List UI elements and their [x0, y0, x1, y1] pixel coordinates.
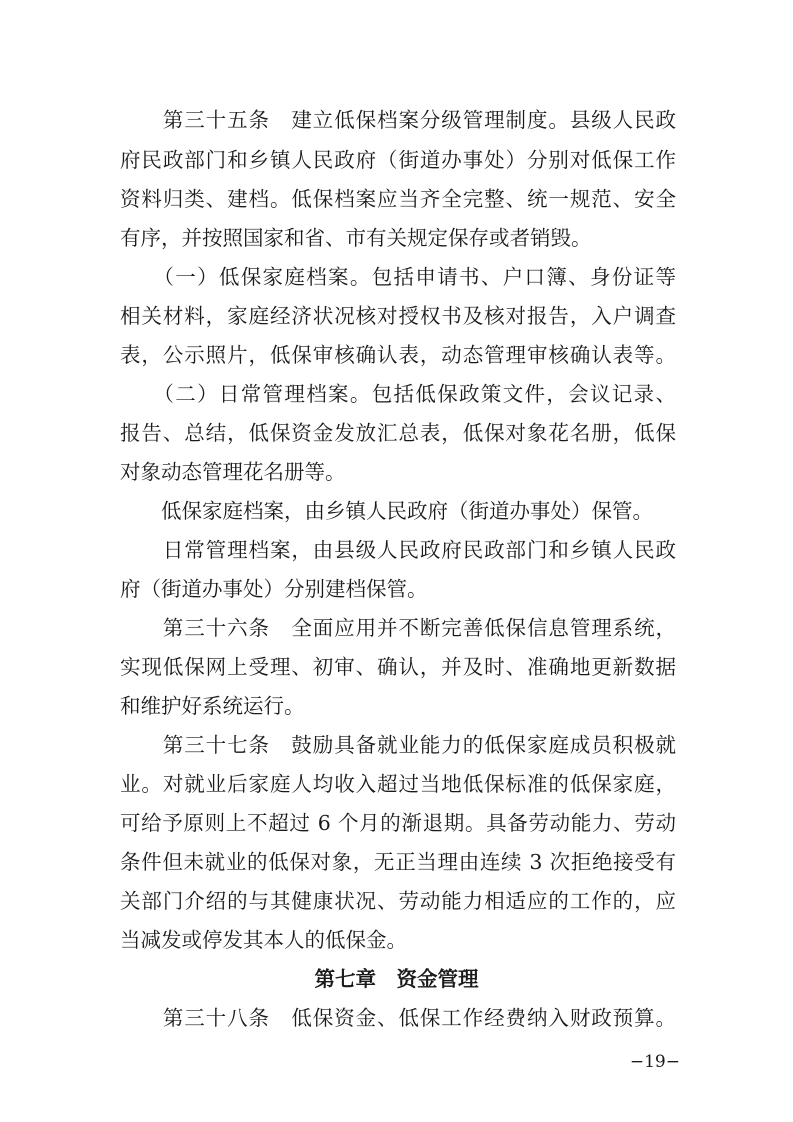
item-2-line-1: （二）日常管理档案。包括低保政策文件，会议记录、 — [120, 382, 676, 406]
item-1-line-3: 表，公示照片，低保审核确认表，动态管理审核确认表等。 — [120, 343, 676, 367]
article-35-line-3: 资料归类、建档。低保档案应当齐全完整、统一规范、安全 — [120, 187, 676, 211]
article-36-line-3: 和维护好系统运行。 — [120, 694, 305, 718]
article-36-line-2: 实现低保网上受理、初审、确认，并及时、准确地更新数据 — [120, 655, 676, 679]
article-37-line-4: 条件但未就业的低保对象，无正当理由连续 3 次拒绝接受有 — [120, 850, 676, 874]
page-number: −19− — [629, 1052, 680, 1072]
article-38-line-1: 第三十八条 低保资金、低保工作经费纳入财政预算。 — [120, 1006, 676, 1030]
article-37-line-6: 当减发或停发其本人的低保金。 — [120, 928, 407, 952]
article-35-line-1: 第三十五条 建立低保档案分级管理制度。县级人民政 — [120, 108, 676, 132]
daily-archive-line-2: 府（街道办事处）分别建档保管。 — [120, 577, 428, 601]
daily-archive-line-1: 日常管理档案，由县级人民政府民政部门和乡镇人民政 — [120, 538, 676, 562]
family-archive-line: 低保家庭档案，由乡镇人民政府（街道办事处）保管。 — [120, 499, 653, 523]
item-1-line-1: （一）低保家庭档案。包括申请书、户口簿、身份证等 — [120, 265, 676, 289]
article-35-line-2: 府民政部门和乡镇人民政府（街道办事处）分别对低保工作 — [120, 148, 676, 172]
article-36-line-1: 第三十六条 全面应用并不断完善低保信息管理系统， — [120, 616, 676, 640]
article-35-line-4: 有序，并按照国家和省、市有关规定保存或者销毁。 — [120, 226, 592, 250]
article-37-line-2: 业。对就业后家庭人均收入超过当地低保标准的低保家庭， — [120, 772, 676, 796]
article-37-line-1: 第三十七条 鼓励具备就业能力的低保家庭成员积极就 — [120, 733, 676, 757]
item-1-line-2: 相关材料，家庭经济状况核对授权书及核对报告，入户调查 — [120, 304, 676, 328]
item-2-line-3: 对象动态管理花名册等。 — [120, 460, 346, 484]
chapter-heading: 第七章 资金管理 — [314, 967, 479, 991]
article-37-line-3: 可给予原则上不超过 6 个月的渐退期。具备劳动能力、劳动 — [120, 811, 676, 835]
item-2-line-2: 报告、总结，低保资金发放汇总表，低保对象花名册，低保 — [120, 421, 676, 445]
article-37-line-5: 关部门介绍的与其健康状况、劳动能力相适应的工作的，应 — [120, 889, 676, 913]
